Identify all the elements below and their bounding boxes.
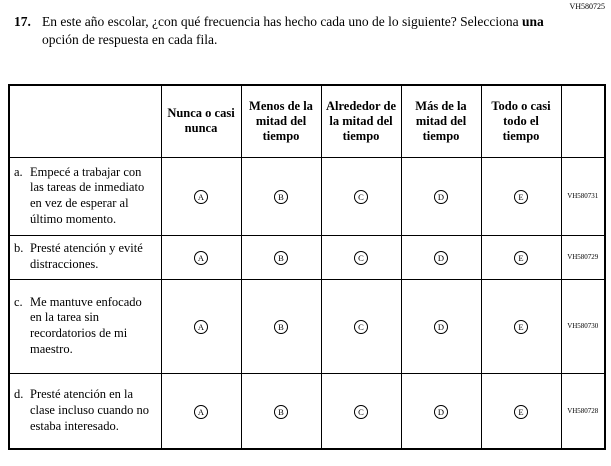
question-text-part2: opción de respuesta en cada fila.	[42, 32, 218, 48]
row-stem	[9, 373, 161, 449]
row-letter: a.	[14, 164, 23, 179]
page-code: VH580725	[569, 2, 605, 11]
option-cell	[241, 157, 321, 235]
option-cell	[161, 235, 241, 279]
answer-bubble-c[interactable]: C	[354, 320, 368, 334]
option-cell	[321, 279, 401, 373]
column-header-alrededor: Alrededor de la mitad del tiempo	[321, 85, 401, 157]
response-matrix-table	[8, 84, 606, 450]
option-cell	[161, 373, 241, 449]
column-header-menos: Menos de la mitad del tiempo	[241, 85, 321, 157]
header-row	[9, 85, 605, 157]
answer-bubble-a[interactable]: A	[194, 251, 208, 265]
option-cell	[241, 373, 321, 449]
row-text: Presté atención y evité distracciones.	[30, 241, 143, 271]
answer-bubble-c[interactable]: C	[354, 190, 368, 204]
row-stem	[9, 279, 161, 373]
option-cell	[241, 279, 321, 373]
header-code-cell	[561, 85, 605, 157]
answer-bubble-d[interactable]: D	[434, 251, 448, 265]
row-letter: b.	[14, 241, 24, 256]
column-header-todo: Todo o casi todo el tiempo	[481, 85, 561, 157]
column-header-nunca: Nunca o casi nunca	[161, 85, 241, 157]
answer-bubble-d[interactable]: D	[434, 190, 448, 204]
question-number: 17.	[14, 14, 31, 29]
item-code: VH580729	[561, 235, 605, 279]
option-cell	[401, 157, 481, 235]
answer-bubble-b[interactable]: B	[274, 320, 288, 334]
item-code: VH580730	[561, 279, 605, 373]
question-text	[42, 13, 547, 49]
table-row-d	[9, 373, 605, 449]
row-letter: d.	[14, 387, 24, 402]
option-cell	[481, 235, 561, 279]
question-text-bold: una	[522, 14, 544, 29]
question-block	[14, 13, 554, 49]
answer-bubble-e[interactable]: E	[514, 320, 528, 334]
answer-bubble-a[interactable]: A	[194, 320, 208, 334]
option-cell	[481, 373, 561, 449]
row-stem	[9, 235, 161, 279]
answer-bubble-a[interactable]: A	[194, 405, 208, 419]
header-empty-cell	[9, 85, 161, 157]
item-code: VH580728	[561, 373, 605, 449]
option-cell	[321, 157, 401, 235]
option-cell	[161, 279, 241, 373]
answer-bubble-a[interactable]: A	[194, 190, 208, 204]
option-cell	[321, 235, 401, 279]
answer-bubble-c[interactable]: C	[354, 405, 368, 419]
answer-bubble-b[interactable]: B	[274, 405, 288, 419]
column-header-mas: Más de la mitad del tiempo	[401, 85, 481, 157]
answer-bubble-d[interactable]: D	[434, 405, 448, 419]
table-row-a	[9, 157, 605, 235]
option-cell	[161, 157, 241, 235]
row-stem	[9, 157, 161, 235]
row-text: Presté atención en la clase incluso cuando no estaba interesado.	[30, 387, 150, 433]
row-text: Empecé a trabajar con las tareas de inmediato en vez de esperar al último momento.	[30, 164, 145, 226]
answer-bubble-c[interactable]: C	[354, 251, 368, 265]
option-cell	[481, 279, 561, 373]
option-cell	[241, 235, 321, 279]
row-text: Me mantuve enfocado en la tarea sin recordatorios de mi maestro.	[30, 294, 142, 356]
answer-bubble-d[interactable]: D	[434, 320, 448, 334]
option-cell	[481, 157, 561, 235]
option-cell	[401, 235, 481, 279]
item-code: VH580731	[561, 157, 605, 235]
option-cell	[401, 279, 481, 373]
option-cell	[321, 373, 401, 449]
answer-bubble-e[interactable]: E	[514, 251, 528, 265]
table-row-c	[9, 279, 605, 373]
answer-bubble-e[interactable]: E	[514, 190, 528, 204]
answer-bubble-e[interactable]: E	[514, 405, 528, 419]
answer-bubble-b[interactable]: B	[274, 190, 288, 204]
question-text-part1: En este año escolar, ¿con qué frecuencia has hecho cada uno de lo siguiente? Selecciona	[42, 14, 522, 29]
option-cell	[401, 373, 481, 449]
table-row-b	[9, 235, 605, 279]
row-letter: c.	[14, 294, 23, 309]
answer-bubble-b[interactable]: B	[274, 251, 288, 265]
